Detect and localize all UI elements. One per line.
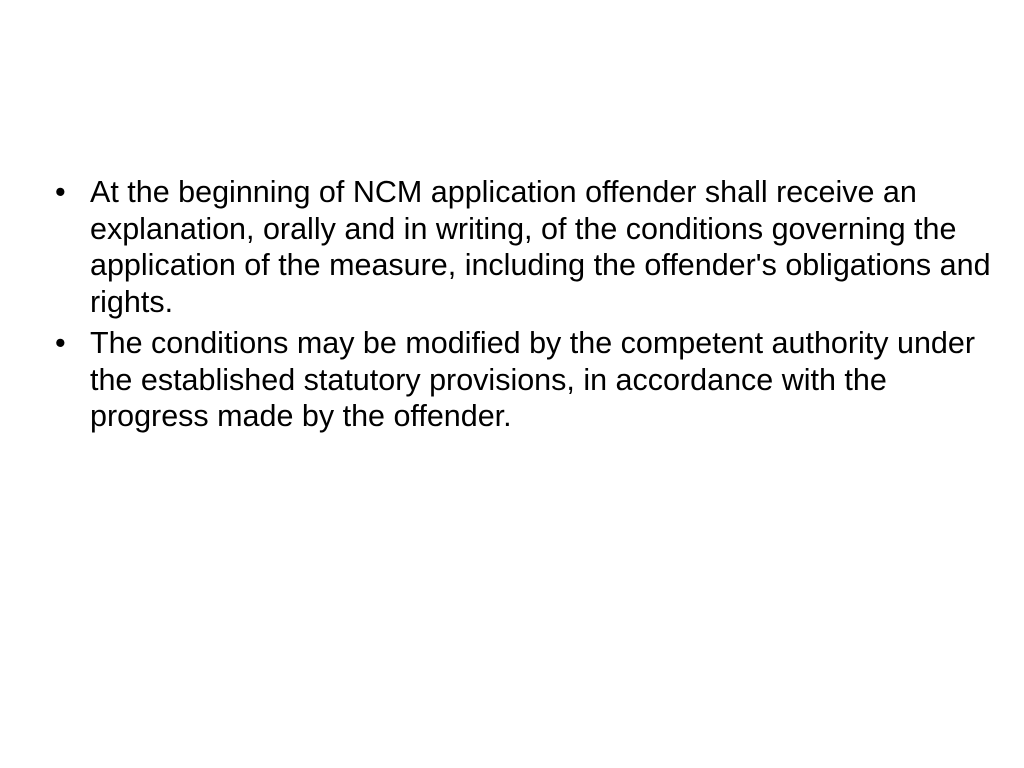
bullet-marker: •: [55, 175, 66, 209]
bullet-list: [55, 174, 995, 440]
bullet-item: [55, 174, 995, 320]
bullet-text: At the beginning of NCM application offender shall receive an explanation, orally and in writing, of the conditions governing the application of the measure, including the offender's obligations and rights.: [90, 175, 991, 319]
bullet-marker: •: [55, 326, 66, 360]
bullet-text: The conditions may be modified by the competent authority under the established statutory provisions, in accordance with the progress made by the offender.: [90, 326, 976, 433]
bullet-item: [55, 325, 995, 435]
